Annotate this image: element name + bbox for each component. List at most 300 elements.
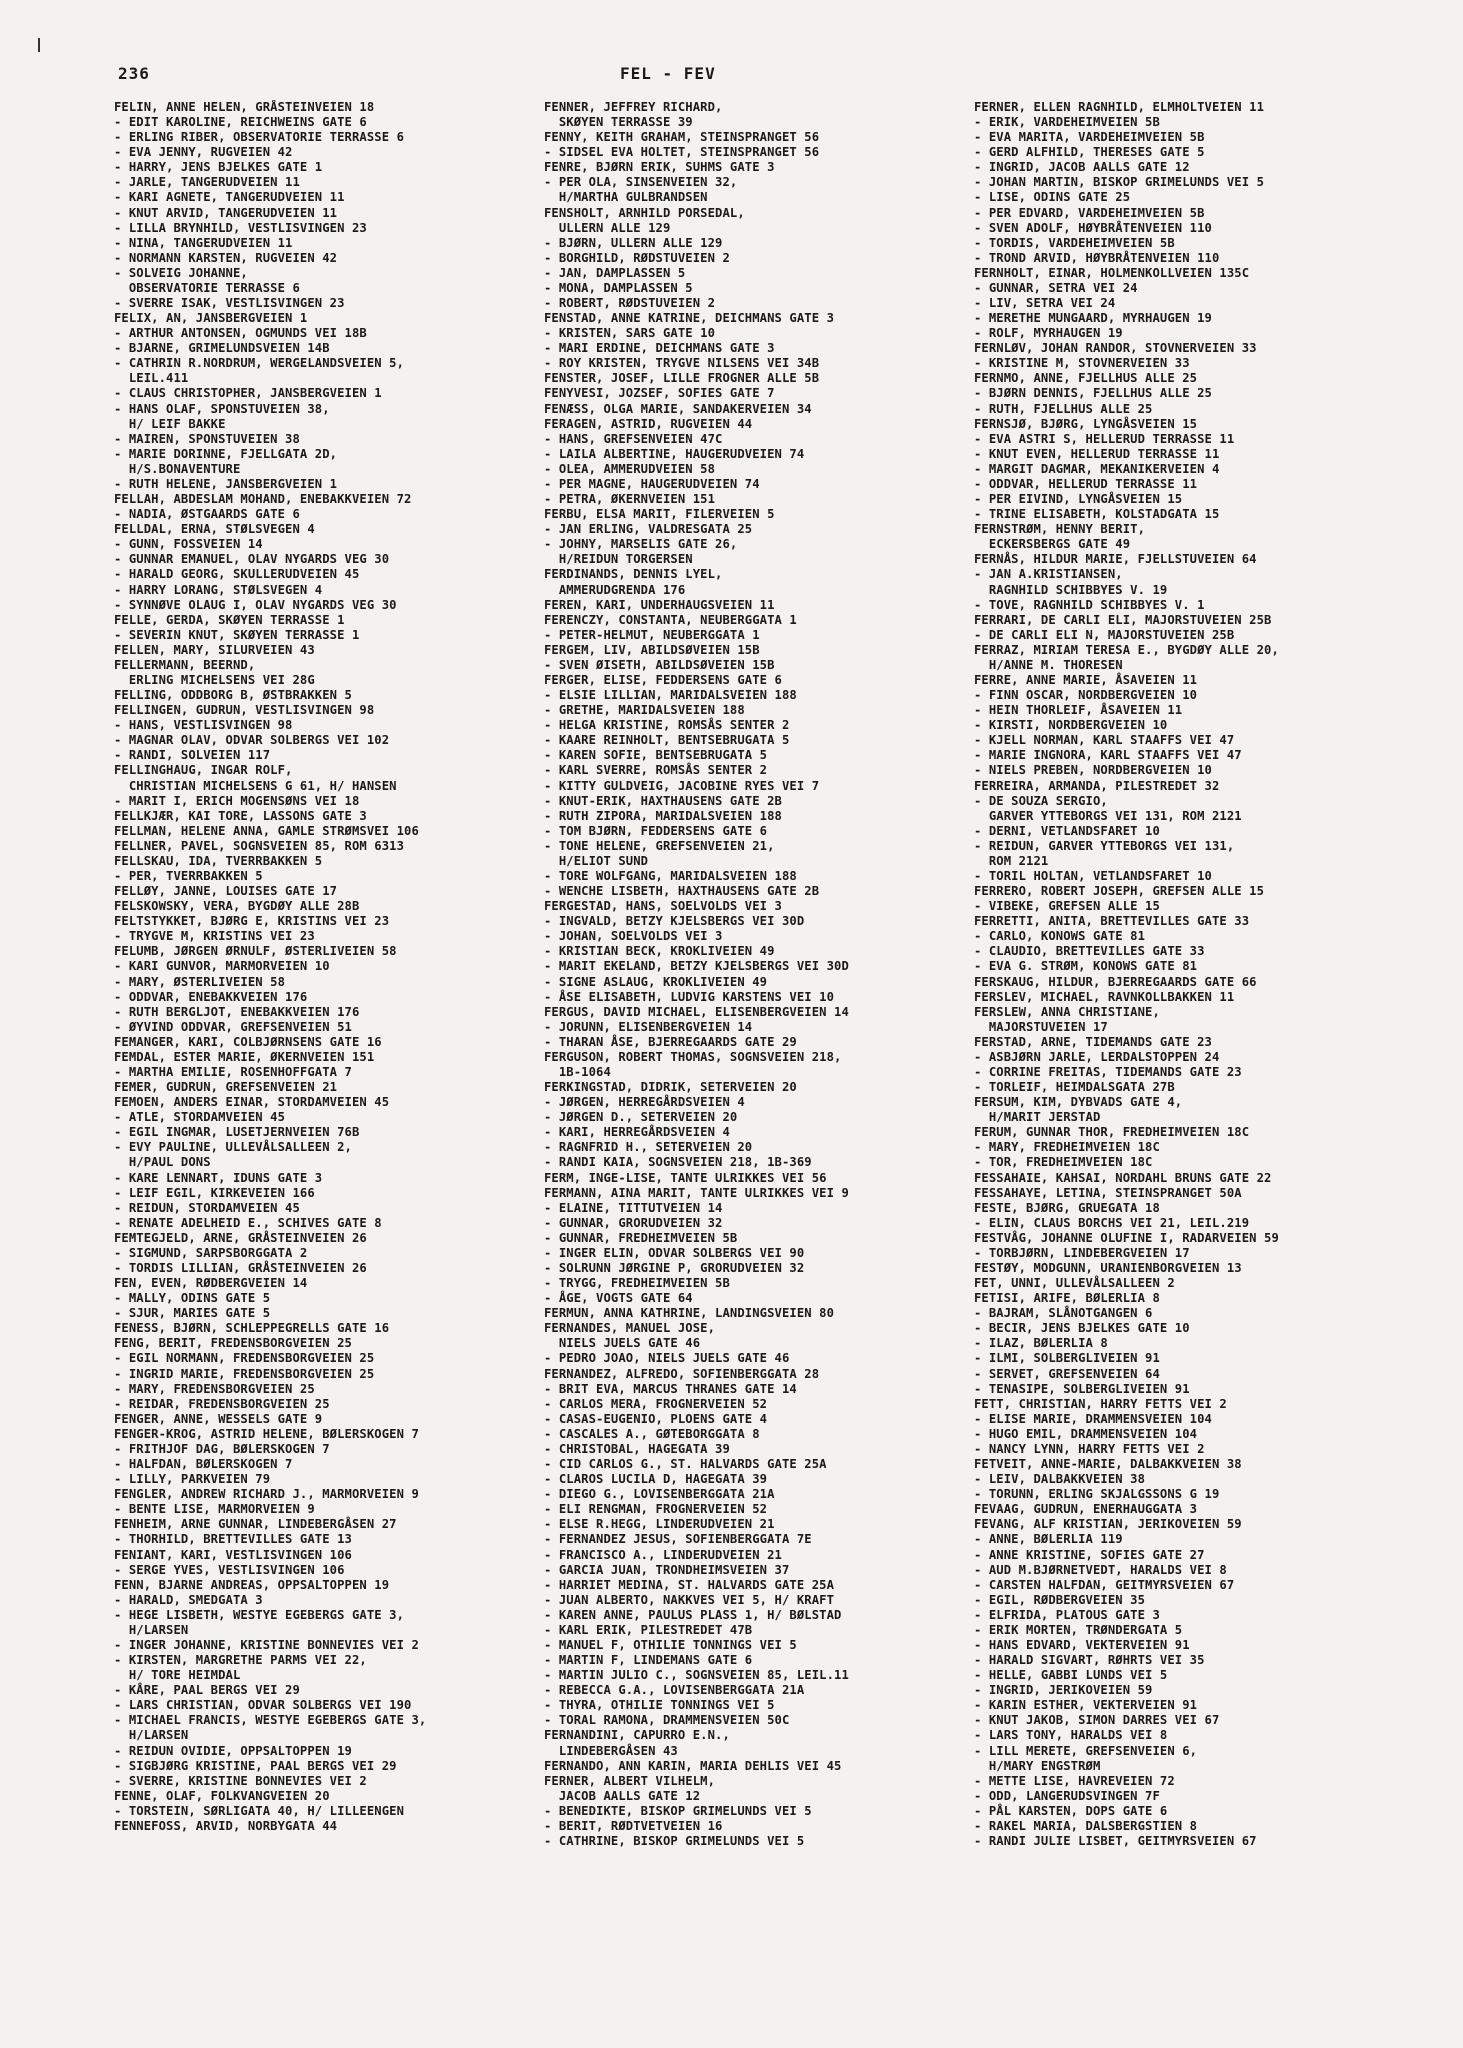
directory-entry-line: - CLAROS LUCILA D, HAGEGATA 39	[544, 1472, 768, 1487]
directory-entry-line: FERUM, GUNNAR THOR, FREDHEIMVEIEN 18C	[974, 1125, 1250, 1140]
directory-entry-line: FENG, BERIT, FREDENSBORGVEIEN 25	[114, 1336, 352, 1351]
directory-entry-line: FERSTAD, ARNE, TIDEMANDS GATE 23	[974, 1034, 1212, 1049]
directory-entry-line: - ODD, LANGERUDSVINGEN 7F	[974, 1788, 1160, 1803]
directory-entry-line: - PER EIVIND, LYNGÅSVEIEN 15	[974, 492, 1183, 507]
directory-entry-line: - THYRA, OTHILIE TONNINGS VEI 5	[544, 1698, 775, 1713]
directory-entry-line: FEMER, GUDRUN, GREFSENVEIEN 21	[114, 1080, 338, 1095]
directory-entry-line: - PER EDVARD, VARDEHEIMVEIEN 5B	[974, 205, 1205, 220]
directory-entry-line: FESTØY, MODGUNN, URANIENBORGVEIEN 13	[974, 1261, 1242, 1276]
directory-entry-line: - EGIL, RØDBERGVEIEN 35	[974, 1592, 1146, 1607]
directory-entry-line: - TORLEIF, HEIMDALSGATA 27B	[974, 1080, 1175, 1095]
directory-entry-line: - MALLY, ODINS GATE 5	[114, 1291, 271, 1306]
directory-entry-line: - MARIE DORINNE, FJELLGATA 2D,	[114, 446, 338, 461]
directory-entry-line: - BJARNE, GRIMELUNDSVEIEN 14B	[114, 341, 330, 356]
directory-entry-line: - RAGNFRID H., SETERVEIEN 20	[544, 1140, 753, 1155]
directory-entry-line: FERRARI, DE CARLI ELI, MAJORSTUVEIEN 25B	[974, 612, 1272, 627]
directory-entry-line: - HANS, VESTLISVINGEN 98	[114, 718, 293, 733]
directory-entry-line: FERRE, ANNE MARIE, ÅSAVEIEN 11	[974, 672, 1198, 687]
directory-entry-line: - ÅSE ELISABETH, LUDVIG KARSTENS VEI 10	[544, 989, 835, 1004]
directory-entry-line: - REIDUN, GARVER YTTEBORGS VEI 131,	[974, 838, 1235, 853]
directory-entry-line: FEMDAL, ESTER MARIE, ØKERNVEIEN 151	[114, 1049, 375, 1064]
directory-entry-line: - LARS TONY, HARALDS VEI 8	[974, 1728, 1168, 1743]
directory-entry-line: - ARTHUR ANTONSEN, OGMUNDS VEI 18B	[114, 326, 367, 341]
directory-entry-line: FEMANGER, KARI, COLBJØRNSENS GATE 16	[114, 1034, 382, 1049]
directory-entry-line: - ELSE R.HEGG, LINDERUDVEIEN 21	[544, 1517, 775, 1532]
directory-entry-line: - PER MAGNE, HAUGERUDVEIEN 74	[544, 476, 760, 491]
directory-entry-line: FELLEN, MARY, SILURVEIEN 43	[114, 642, 315, 657]
directory-entry-line: - LEIF EGIL, KIRKEVEIEN 166	[114, 1185, 315, 1200]
directory-entry-line: - INGVALD, BETZY KJELSBERGS VEI 30D	[544, 914, 805, 929]
directory-entry-line: 1B-1064	[544, 1065, 611, 1079]
directory-entry-line: - KARI, HERREGÅRDSVEIEN 4	[544, 1125, 730, 1140]
directory-entry-line: FERNSJØ, BJØRG, LYNGÅSVEIEN 15	[974, 416, 1198, 431]
directory-entry-line: FELIN, ANNE HELEN, GRÅSTEINVEIEN 18	[114, 100, 375, 114]
directory-entry-line: - INGRID, JERIKOVEIEN 59	[974, 1683, 1153, 1698]
directory-entry-line: NIELS JUELS GATE 46	[544, 1336, 701, 1351]
directory-entry-line: - LEIV, DALBAKKVEIEN 38	[974, 1472, 1146, 1487]
directory-entry-line: - CHRISTOBAL, HAGEGATA 39	[544, 1441, 730, 1456]
directory-entry-line: FELLSKAU, IDA, TVERRBAKKEN 5	[114, 853, 323, 868]
directory-entry-line: - SERVET, GREFSENVEIEN 64	[974, 1366, 1160, 1381]
directory-entry-line: - BENTE LISE, MARMORVEIEN 9	[114, 1502, 315, 1517]
directory-entry-line: - BECIR, JENS BJELKES GATE 10	[974, 1321, 1190, 1336]
directory-entry-line: ULLERN ALLE 129	[544, 220, 671, 235]
directory-entry-line: - CORRINE FREITAS, TIDEMANDS GATE 23	[974, 1065, 1242, 1079]
directory-entry-line: ERLING MICHELSENS VEI 28G	[114, 672, 315, 687]
directory-entry-line: - KARI GUNVOR, MARMORVEIEN 10	[114, 959, 330, 974]
column-3	[974, 100, 1369, 1849]
directory-entry-line: FENSTER, JOSEF, LILLE FROGNER ALLE 5B	[544, 371, 820, 386]
directory-entry-line: FERMANN, AINA MARIT, TANTE ULRIKKES VEI 9	[544, 1185, 849, 1200]
directory-entry-line: FELLING, ODDBORG B, ØSTBRAKKEN 5	[114, 688, 352, 703]
directory-entry-line: - MARY, FREDHEIMVEIEN 18C	[974, 1140, 1160, 1155]
directory-entry-line: - LILLY, PARKVEIEN 79	[114, 1472, 271, 1487]
directory-entry-line: - AUD M.BJØRNETVEDT, HARALDS VEI 8	[974, 1562, 1227, 1577]
directory-entry-line: - TORE WOLFGANG, MARIDALSVEIEN 188	[544, 868, 797, 883]
directory-entry-line: GARVER YTTEBORGS VEI 131, ROM 2121	[974, 808, 1242, 823]
directory-entry-line: - TRINE ELISABETH, KOLSTADGATA 15	[974, 507, 1220, 522]
directory-entry-line: FERNHOLT, EINAR, HOLMENKOLLVEIEN 135C	[974, 265, 1250, 280]
directory-entry-line: - MICHAEL FRANCIS, WESTYE EGEBERGS GATE 3,	[114, 1713, 427, 1728]
directory-entry-line: - SYNNØVE OLAUG I, OLAV NYGARDS VEG 30	[114, 597, 397, 612]
directory-entry-line: - KÅRE, PAAL BERGS VEI 29	[114, 1683, 300, 1698]
directory-entry-line: - CASCALES A., GØTEBORGGATA 8	[544, 1426, 760, 1441]
directory-entry-line: - SVERRE ISAK, VESTLISVINGEN 23	[114, 296, 345, 311]
directory-entry-line: - INGER ELIN, ODVAR SOLBERGS VEI 90	[544, 1245, 805, 1260]
directory-entry-line: - JOHNY, MARSELIS GATE 26,	[544, 537, 738, 552]
directory-entry-line: - CID CARLOS G., ST. HALVARDS GATE 25A	[544, 1457, 827, 1472]
directory-entry-line: - ANNE KRISTINE, SOFIES GATE 27	[974, 1547, 1205, 1562]
directory-entry-line: - TORSTEIN, SØRLIGATA 40, H/ LILLEENGEN	[114, 1803, 405, 1818]
page-number: 236	[118, 64, 150, 83]
directory-entry-line: - RAKEL MARIA, DALSBERGSTIEN 8	[974, 1818, 1198, 1833]
directory-entry-line: - EVA JENNY, RUGVEIEN 42	[114, 145, 293, 160]
directory-entry-line: FELSKOWSKY, VERA, BYGDØY ALLE 28B	[114, 899, 360, 914]
directory-entry-line: - FRITHJOF DAG, BØLERSKOGEN 7	[114, 1441, 330, 1456]
directory-entry-line: FERNANDO, ANN KARIN, MARIA DEHLIS VEI 45	[544, 1758, 842, 1773]
directory-entry-line: - HANS OLAF, SPONSTUVEIEN 38,	[114, 401, 330, 416]
directory-entry-line: - ATLE, STORDAMVEIEN 45	[114, 1110, 286, 1125]
directory-entry-line: - REIDAR, FREDENSBORGVEIEN 25	[114, 1396, 330, 1411]
directory-entry-line: - NADIA, ØSTGAARDS GATE 6	[114, 507, 300, 522]
directory-entry-line: FELLØY, JANNE, LOUISES GATE 17	[114, 884, 338, 899]
directory-entry-line: - ØYVIND ODDVAR, GREFSENVEIEN 51	[114, 1019, 352, 1034]
directory-entry-line: - ELIN, CLAUS BORCHS VEI 21, LEIL.219	[974, 1215, 1250, 1230]
directory-entry-line: - TRYGVE M, KRISTINS VEI 23	[114, 929, 315, 944]
directory-entry-line: - RUTH HELENE, JANSBERGVEIEN 1	[114, 476, 338, 491]
directory-entry-line: H/PAUL DONS	[114, 1155, 211, 1170]
directory-entry-line: - RUTH ZIPORA, MARIDALSVEIEN 188	[544, 808, 782, 823]
directory-entry-line: - ILMI, SOLBERGLIVEIEN 91	[974, 1351, 1160, 1366]
directory-entry-line: - NORMANN KARSTEN, RUGVEIEN 42	[114, 250, 338, 265]
directory-entry-line: FELLINGHAUG, INGAR ROLF,	[114, 763, 293, 778]
directory-entry-line: FERM, INGE-LISE, TANTE ULRIKKES VEI 56	[544, 1170, 827, 1185]
directory-entry-line: H/MARY ENGSTRØM	[974, 1758, 1101, 1773]
directory-entry-line: - KARL SVERRE, ROMSÅS SENTER 2	[544, 763, 768, 778]
directory-entry-line: - BAJRAM, SLÅNOTGANGEN 6	[974, 1306, 1153, 1321]
directory-entry-line: - HARRIET MEDINA, ST. HALVARDS GATE 25A	[544, 1577, 835, 1592]
directory-entry-line: - PÅL KARSTEN, DOPS GATE 6	[974, 1803, 1168, 1818]
directory-entry-line: - BRIT EVA, MARCUS THRANES GATE 14	[544, 1381, 797, 1396]
directory-entry-line: - KARI AGNETE, TANGERUDVEIEN 11	[114, 190, 345, 205]
directory-entry-line: FENN, BJARNE ANDREAS, OPPSALTOPPEN 19	[114, 1577, 390, 1592]
directory-entry-line: FERRERO, ROBERT JOSEPH, GREFSEN ALLE 15	[974, 884, 1265, 899]
directory-entry-line: - DIEGO G., LOVISENBERGGATA 21A	[544, 1487, 775, 1502]
directory-entry-line: - HEIN THORLEIF, ÅSAVEIEN 11	[974, 703, 1183, 718]
directory-entry-line: - RANDI, SOLVEIEN 117	[114, 748, 271, 763]
directory-entry-line: - ANNE, BØLERLIA 119	[974, 1532, 1123, 1547]
directory-entry-line: H/LARSEN	[114, 1622, 189, 1637]
directory-entry-line: FERNÅS, HILDUR MARIE, FJELLSTUVEIEN 64	[974, 552, 1257, 567]
directory-entry-line: FELLERMANN, BEERND,	[114, 657, 256, 672]
directory-entry-line: FEVANG, ALF KRISTIAN, JERIKOVEIEN 59	[974, 1517, 1242, 1532]
directory-entry-line: FERSLEW, ANNA CHRISTIANE,	[974, 1004, 1160, 1019]
directory-entry-line: - EVY PAULINE, ULLEVÅLSALLEEN 2,	[114, 1140, 352, 1155]
directory-entry-line: - MARTIN JULIO C., SOGNSVEIEN 85, LEIL.11	[544, 1668, 849, 1683]
directory-entry-line: - NIELS PREBEN, NORDBERGVEIEN 10	[974, 763, 1212, 778]
directory-entry-line: - HELLE, GABBI LUNDS VEI 5	[974, 1668, 1168, 1683]
directory-entry-line: - TORUNN, ERLING SKJALGSSONS G 19	[974, 1487, 1220, 1502]
directory-entry-line: - MARGIT DAGMAR, MEKANIKERVEIEN 4	[974, 461, 1220, 476]
directory-entry-line: H/MARIT JERSTAD	[974, 1110, 1101, 1125]
directory-entry-line: FELLDAL, ERNA, STØLSVEGEN 4	[114, 522, 315, 537]
directory-entry-line: H/S.BONAVENTURE	[114, 461, 241, 476]
directory-entry-line: FESTE, BJØRG, GRUEGATA 18	[974, 1200, 1160, 1215]
directory-entry-line: - SVEN ADOLF, HØYBRÅTENVEIEN 110	[974, 220, 1212, 235]
directory-entry-line: - BJØRN, ULLERN ALLE 129	[544, 235, 723, 250]
directory-entry-line: - MARI ERDINE, DEICHMANS GATE 3	[544, 341, 775, 356]
directory-entry-line: FERSUM, KIM, DYBVADS GATE 4,	[974, 1095, 1183, 1110]
directory-entry-line: - GUNNAR EMANUEL, OLAV NYGARDS VEG 30	[114, 552, 390, 567]
directory-entry-line: - EVA ASTRI S, HELLERUD TERRASSE 11	[974, 431, 1235, 446]
directory-entry-line: - GUNN, FOSSVEIEN 14	[114, 537, 263, 552]
directory-entry-line: H/ TORE HEIMDAL	[114, 1668, 241, 1683]
directory-entry-line: - HARRY, JENS BJELKES GATE 1	[114, 160, 323, 175]
directory-entry-line: FERNER, ELLEN RAGNHILD, ELMHOLTVEIEN 11	[974, 100, 1265, 114]
directory-entry-line: - MARTHA EMILIE, ROSENHOFFGATA 7	[114, 1065, 352, 1079]
directory-entry-line: FETT, CHRISTIAN, HARRY FETTS VEI 2	[974, 1396, 1227, 1411]
directory-entry-line: SKØYEN TERRASSE 39	[544, 115, 693, 130]
directory-entry-line: - EGIL INGMAR, LUSETJERNVEIEN 76B	[114, 1125, 360, 1140]
directory-entry-line: FEVAAG, GUDRUN, ENERHAUGGATA 3	[974, 1502, 1198, 1517]
directory-entry-line: H/LARSEN	[114, 1728, 189, 1743]
directory-entry-line: - LIV, SETRA VEI 24	[974, 296, 1116, 311]
column-1	[114, 100, 534, 1834]
directory-entry-line: FERGEM, LIV, ABILDSØVEIEN 15B	[544, 642, 760, 657]
directory-entry-line: - ILAZ, BØLERLIA 8	[974, 1336, 1108, 1351]
directory-entry-line: - BENEDIKTE, BISKOP GRIMELUNDS VEI 5	[544, 1803, 812, 1818]
directory-entry-line: - ASBJØRN JARLE, LERDALSTOPPEN 24	[974, 1049, 1220, 1064]
directory-entry-line: CHRISTIAN MICHELSENS G 61, H/ HANSEN	[114, 778, 397, 793]
directory-entry-line: LINDEBERGÅSEN 43	[544, 1743, 678, 1758]
directory-entry-line: H/ LEIF BAKKE	[114, 416, 226, 431]
directory-entry-line: - ELFRIDA, PLATOUS GATE 3	[974, 1607, 1160, 1622]
directory-entry-line: - CATHRINE, BISKOP GRIMELUNDS VEI 5	[544, 1833, 805, 1848]
directory-entry-line: - JOHAN MARTIN, BISKOP GRIMELUNDS VEI 5	[974, 175, 1265, 190]
directory-entry-line: - FERNANDEZ JESUS, SOFIENBERGGATA 7E	[544, 1532, 812, 1547]
directory-entry-line: FELLMAN, HELENE ANNA, GAMLE STRØMSVEI 106	[114, 823, 419, 838]
directory-entry-line: - ROLF, MYRHAUGEN 19	[974, 326, 1123, 341]
directory-entry-line: H/ELIOT SUND	[544, 853, 649, 868]
column-2	[544, 100, 949, 1849]
directory-entry-line: - NANCY LYNN, HARRY FETTS VEI 2	[974, 1441, 1205, 1456]
directory-entry-line: FENÆSS, OLGA MARIE, SANDAKERVEIEN 34	[544, 401, 812, 416]
directory-entry-line: - MANUEL F, OTHILIE TONNINGS VEI 5	[544, 1637, 797, 1652]
directory-entry-line: OBSERVATORIE TERRASSE 6	[114, 280, 300, 295]
directory-entry-line: - INGRID MARIE, FREDENSBORGVEIEN 25	[114, 1366, 375, 1381]
directory-entry-line: FENESS, BJØRN, SCHLEPPEGRELLS GATE 16	[114, 1321, 390, 1336]
directory-entry-line: FELUMB, JØRGEN ØRNULF, ØSTERLIVEIEN 58	[114, 944, 397, 959]
directory-entry-line: - PETER-HELMUT, NEUBERGGATA 1	[544, 627, 760, 642]
directory-entry-line: - MARIT I, ERICH MOGENSØNS VEI 18	[114, 793, 360, 808]
directory-entry-line: FENGER, ANNE, WESSELS GATE 9	[114, 1411, 323, 1426]
directory-entry-line: FELLAH, ABDESLAM MOHAND, ENEBAKKVEIEN 72	[114, 492, 412, 507]
directory-entry-line: - LILL MERETE, GREFSENVEIEN 6,	[974, 1743, 1198, 1758]
directory-entry-line: JACOB AALLS GATE 12	[544, 1788, 701, 1803]
directory-entry-line: FERNMO, ANNE, FJELLHUS ALLE 25	[974, 371, 1198, 386]
directory-entry-line: - MAIREN, SPONSTUVEIEN 38	[114, 431, 300, 446]
directory-entry-line: FERRETTI, ANITA, BRETTEVILLES GATE 33	[974, 914, 1250, 929]
directory-entry-line: FENSHOLT, ARNHILD PORSEDAL,	[544, 205, 745, 220]
directory-entry-line: - CATHRIN R.NORDRUM, WERGELANDSVEIEN 5,	[114, 356, 405, 371]
directory-entry-line: H/ANNE M. THORESEN	[974, 657, 1123, 672]
directory-entry-line: - SJUR, MARIES GATE 5	[114, 1306, 271, 1321]
directory-entry-line: - LISE, ODINS GATE 25	[974, 190, 1131, 205]
directory-entry-line: - HARRY LORANG, STØLSVEGEN 4	[114, 582, 323, 597]
directory-entry-line: FERNSTRØM, HENNY BERIT,	[974, 522, 1146, 537]
directory-entry-line: - RUTH BERGLJOT, ENEBAKKVEIEN 176	[114, 1004, 360, 1019]
directory-entry-line: - HELGA KRISTINE, ROMSÅS SENTER 2	[544, 718, 790, 733]
directory-entry-line: - SIGMUND, SARPSBORGGATA 2	[114, 1245, 308, 1260]
directory-entry-line: FEN, EVEN, RØDBERGVEIEN 14	[114, 1276, 308, 1291]
directory-entry-line: - JARLE, TANGERUDVEIEN 11	[114, 175, 300, 190]
directory-entry-line: - KAARE REINHOLT, BENTSEBRUGATA 5	[544, 733, 790, 748]
directory-entry-line: - BORGHILD, RØDSTUVEIEN 2	[544, 250, 730, 265]
directory-entry-line: - ROY KRISTEN, TRYGVE NILSENS VEI 34B	[544, 356, 820, 371]
directory-entry-line: - METTE LISE, HAVREVEIEN 72	[974, 1773, 1175, 1788]
directory-entry-line: - ÅGE, VOGTS GATE 64	[544, 1291, 693, 1306]
directory-entry-line: - INGER JOHANNE, KRISTINE BONNEVIES VEI 2	[114, 1637, 419, 1652]
directory-entry-line: FELLNER, PAVEL, SOGNSVEIEN 85, ROM 6313	[114, 838, 405, 853]
directory-entry-line: - PETRA, ØKERNVEIEN 151	[544, 492, 716, 507]
directory-entry-line: - MARIE INGNORA, KARL STAAFFS VEI 47	[974, 748, 1242, 763]
directory-entry-line: FERGESTAD, HANS, SOELVOLDS VEI 3	[544, 899, 782, 914]
directory-entry-line: - RUTH, FJELLHUS ALLE 25	[974, 401, 1153, 416]
directory-entry-line: - PER OLA, SINSENVEIEN 32,	[544, 175, 738, 190]
directory-entry-line: - EGIL NORMANN, FREDENSBORGVEIEN 25	[114, 1351, 375, 1366]
directory-entry-line: ROM 2121	[974, 853, 1049, 868]
directory-entry-line: - RENATE ADELHEID E., SCHIVES GATE 8	[114, 1215, 382, 1230]
directory-entry-line: H/REIDUN TORGERSEN	[544, 552, 693, 567]
directory-entry-line: - FINN OSCAR, NORDBERGVEIEN 10	[974, 688, 1198, 703]
directory-entry-line: - MARTIN F, LINDEMANS GATE 6	[544, 1653, 753, 1668]
directory-entry-line: - REIDUN OVIDIE, OPPSALTOPPEN 19	[114, 1743, 352, 1758]
directory-entry-line: FENNE, OLAF, FOLKVANGVEIEN 20	[114, 1788, 330, 1803]
directory-entry-line: - JØRGEN D., SETERVEIEN 20	[544, 1110, 738, 1125]
directory-entry-line: - HALFDAN, BØLERSKOGEN 7	[114, 1457, 293, 1472]
directory-entry-line: FERENCZY, CONSTANTA, NEUBERGGATA 1	[544, 612, 797, 627]
directory-entry-line: - KARE LENNART, IDUNS GATE 3	[114, 1170, 323, 1185]
directory-entry-line: - VIBEKE, GREFSEN ALLE 15	[974, 899, 1160, 914]
directory-entry-line: - SOLVEIG JOHANNE,	[114, 265, 248, 280]
directory-entry-line: FERMUN, ANNA KATHRINE, LANDINGSVEIEN 80	[544, 1306, 835, 1321]
directory-entry-line: - JAN A.KRISTIANSEN,	[974, 567, 1123, 582]
directory-entry-line: - KITTY GULDVEIG, JACOBINE RYES VEI 7	[544, 778, 820, 793]
directory-entry-line: FELLKJÆR, KAI TORE, LASSONS GATE 3	[114, 808, 367, 823]
directory-entry-line: - ELISE MARIE, DRAMMENSVEIEN 104	[974, 1411, 1212, 1426]
directory-entry-line: - KRISTEN, SARS GATE 10	[544, 326, 716, 341]
directory-entry-line: - JAN, DAMPLASSEN 5	[544, 265, 686, 280]
directory-entry-line: ECKERSBERGS GATE 49	[974, 537, 1131, 552]
directory-entry-line: FERAGEN, ASTRID, RUGVEIEN 44	[544, 416, 753, 431]
directory-entry-line: - SOLRUNN JØRGINE P, GRORUDVEIEN 32	[544, 1261, 805, 1276]
directory-entry-line: - LAILA ALBERTINE, HAUGERUDVEIEN 74	[544, 446, 805, 461]
directory-entry-line: - ROBERT, RØDSTUVEIEN 2	[544, 296, 716, 311]
directory-entry-line: - TORBJØRN, LINDEBERGVEIEN 17	[974, 1245, 1190, 1260]
directory-entry-line: - KAREN ANNE, PAULUS PLASS 1, H/ BØLSTAD	[544, 1607, 842, 1622]
directory-entry-line: - MONA, DAMPLASSEN 5	[544, 280, 693, 295]
directory-entry-line: FERNER, ALBERT VILHELM,	[544, 1773, 716, 1788]
directory-entry-line: - DERNI, VETLANDSFARET 10	[974, 823, 1160, 838]
directory-entry-line: - JOHAN, SOELVOLDS VEI 3	[544, 929, 723, 944]
directory-entry-line: FESSAHAIE, KAHSAI, NORDAHL BRUNS GATE 22	[974, 1170, 1272, 1185]
directory-entry-line: FENNY, KEITH GRAHAM, STEINSPRANGET 56	[544, 130, 820, 145]
directory-entry-line: - REIDUN, STORDAMVEIEN 45	[114, 1200, 300, 1215]
directory-entry-line: - CLAUS CHRISTOPHER, JANSBERGVEIEN 1	[114, 386, 382, 401]
directory-entry-line: - FRANCISCO A., LINDERUDVEIEN 21	[544, 1547, 782, 1562]
directory-entry-line: FELIX, AN, JANSBERGVEIEN 1	[114, 311, 308, 326]
margin-mark	[38, 38, 40, 52]
directory-entry-line: - KNUT ARVID, TANGERUDVEIEN 11	[114, 205, 338, 220]
directory-entry-line: - ELSIE LILLIAN, MARIDALSVEIEN 188	[544, 688, 797, 703]
directory-entry-line: - KRISTIAN BECK, KROKLIVEIEN 49	[544, 944, 775, 959]
directory-entry-line: LEIL.411	[114, 371, 189, 386]
directory-entry-line: - BERIT, RØDTVETVEIEN 16	[544, 1818, 723, 1833]
directory-entry-line: FERKINGSTAD, DIDRIK, SETERVEIEN 20	[544, 1080, 797, 1095]
directory-entry-line: - CARSTEN HALFDAN, GEITMYRSVEIEN 67	[974, 1577, 1235, 1592]
directory-entry-line: - ERIK MORTEN, TRØNDERGATA 5	[974, 1622, 1183, 1637]
directory-entry-line: - TONE HELENE, GREFSENVEIEN 21,	[544, 838, 775, 853]
directory-entry-line: - MARY, FREDENSBORGVEIEN 25	[114, 1381, 315, 1396]
directory-entry-line: - KRISTINE M, STOVNERVEIEN 33	[974, 356, 1190, 371]
directory-entry-line: MAJORSTUVEIEN 17	[974, 1019, 1108, 1034]
directory-entry-line: - KNUT EVEN, HELLERUD TERRASSE 11	[974, 446, 1220, 461]
directory-entry-line: FERDINANDS, DENNIS LYEL,	[544, 567, 723, 582]
directory-entry-line: - CARLOS MERA, FROGNERVEIEN 52	[544, 1396, 768, 1411]
directory-entry-line: FERNLØV, JOHAN RANDOR, STOVNERVEIEN 33	[974, 341, 1257, 356]
directory-entry-line: FEREN, KARI, UNDERHAUGSVEIEN 11	[544, 597, 775, 612]
directory-entry-line: - JUAN ALBERTO, NAKKVES VEI 5, H/ KRAFT	[544, 1592, 835, 1607]
directory-entry-line: FERRAZ, MIRIAM TERESA E., BYGDØY ALLE 20,	[974, 642, 1279, 657]
directory-entry-line: - TORDIS, VARDEHEIMVEIEN 5B	[974, 235, 1175, 250]
directory-entry-line: FERSLEV, MICHAEL, RAVNKOLLBAKKEN 11	[974, 989, 1235, 1004]
directory-entry-line: FELLINGEN, GUDRUN, VESTLISVINGEN 98	[114, 703, 375, 718]
directory-entry-line: - HEGE LISBETH, WESTYE EGEBERGS GATE 3,	[114, 1607, 405, 1622]
directory-entry-line: - PER, TVERRBAKKEN 5	[114, 868, 263, 883]
directory-entry-line: - MAGNAR OLAV, ODVAR SOLBERGS VEI 102	[114, 733, 390, 748]
directory-entry-line: - GUNNAR, GRORUDVEIEN 32	[544, 1215, 723, 1230]
directory-entry-line: - SEVERIN KNUT, SKØYEN TERRASSE 1	[114, 627, 360, 642]
directory-entry-line: - GERD ALFHILD, THERESES GATE 5	[974, 145, 1205, 160]
directory-entry-line: FESSAHAYE, LETINA, STEINSPRANGET 50A	[974, 1185, 1242, 1200]
directory-entry-line: - ERIK, VARDEHEIMVEIEN 5B	[974, 115, 1160, 130]
directory-entry-line: - GUNNAR, FREDHEIMVEIEN 5B	[544, 1230, 738, 1245]
directory-entry-line: - ERLING RIBER, OBSERVATORIE TERRASSE 6	[114, 130, 405, 145]
directory-entry-line: FERGUS, DAVID MICHAEL, ELISENBERGVEIEN 14	[544, 1004, 849, 1019]
directory-entry-line: - TOVE, RAGNHILD SCHIBBYES V. 1	[974, 597, 1205, 612]
directory-entry-line: - TORAL RAMONA, DRAMMENSVEIEN 50C	[544, 1713, 790, 1728]
directory-entry-line: - TENASIPE, SOLBERGLIVEIEN 91	[974, 1381, 1190, 1396]
directory-entry-line: - KNUT-ERIK, HAXTHAUSENS GATE 2B	[544, 793, 782, 808]
directory-entry-line: - MARY, ØSTERLIVEIEN 58	[114, 974, 286, 989]
directory-entry-line: - EDIT KAROLINE, REICHWEINS GATE 6	[114, 115, 367, 130]
directory-entry-line: FEMOEN, ANDERS EINAR, STORDAMVEIEN 45	[114, 1095, 390, 1110]
directory-entry-line: FELLE, GERDA, SKØYEN TERRASSE 1	[114, 612, 345, 627]
directory-entry-line: - THARAN ÅSE, BJERREGAARDS GATE 29	[544, 1034, 797, 1049]
directory-entry-line: - KNUT JAKOB, SIMON DARRES VEI 67	[974, 1713, 1220, 1728]
directory-entry-line: FENGLER, ANDREW RICHARD J., MARMORVEIEN 9	[114, 1487, 419, 1502]
directory-entry-line: FERNANDES, MANUEL JOSE,	[544, 1321, 716, 1336]
directory-entry-line: - EVA G. STRØM, KONOWS GATE 81	[974, 959, 1198, 974]
directory-entry-line: - HUGO EMIL, DRAMMENSVEIEN 104	[974, 1426, 1198, 1441]
directory-entry-line: FEMTEGJELD, ARNE, GRÅSTEINVEIEN 26	[114, 1230, 367, 1245]
directory-entry-line: - KAREN SOFIE, BENTSEBRUGATA 5	[544, 748, 768, 763]
directory-entry-line: FENSTAD, ANNE KATRINE, DEICHMANS GATE 3	[544, 311, 835, 326]
directory-entry-line: - GUNNAR, SETRA VEI 24	[974, 280, 1138, 295]
directory-entry-line: - DE CARLI ELI N, MAJORSTUVEIEN 25B	[974, 627, 1235, 642]
directory-entry-line: - HARALD, SMEDGATA 3	[114, 1592, 263, 1607]
directory-entry-line: - TRYGG, FREDHEIMVEIEN 5B	[544, 1276, 730, 1291]
directory-entry-line: - NINA, TANGERUDVEIEN 11	[114, 235, 293, 250]
directory-entry-line: - SIGBJØRG KRISTINE, PAAL BERGS VEI 29	[114, 1758, 397, 1773]
directory-entry-line: - ODDVAR, ENEBAKKVEIEN 176	[114, 989, 308, 1004]
directory-entry-line: - KARIN ESTHER, VEKTERVEIEN 91	[974, 1698, 1198, 1713]
directory-entry-line: - JAN ERLING, VALDRESGATA 25	[544, 522, 753, 537]
directory-entry-line: - WENCHE LISBETH, HAXTHAUSENS GATE 2B	[544, 884, 820, 899]
directory-entry-line: - THORHILD, BRETTEVILLES GATE 13	[114, 1532, 352, 1547]
directory-entry-line: - SIDSEL EVA HOLTET, STEINSPRANGET 56	[544, 145, 820, 160]
directory-entry-line: - TROND ARVID, HØYBRÅTENVEIEN 110	[974, 250, 1220, 265]
directory-entry-line: FERGER, ELISE, FEDDERSENS GATE 6	[544, 672, 782, 687]
directory-entry-line: - ODDVAR, HELLERUD TERRASSE 11	[974, 476, 1198, 491]
directory-entry-line: - GARCIA JUAN, TRONDHEIMSVEIEN 37	[544, 1562, 790, 1577]
directory-entry-line: - OLEA, AMMERUDVEIEN 58	[544, 461, 716, 476]
directory-entry-line: - KIRSTI, NORDBERGVEIEN 10	[974, 718, 1168, 733]
directory-entry-line: - SVEN ØISETH, ABILDSØVEIEN 15B	[544, 657, 775, 672]
directory-entry-line: FENGER-KROG, ASTRID HELENE, BØLERSKOGEN 7	[114, 1426, 419, 1441]
directory-entry-line: - KARL ERIK, PILESTREDET 47B	[544, 1622, 753, 1637]
directory-entry-line: FERNANDINI, CAPURRO E.N.,	[544, 1728, 730, 1743]
